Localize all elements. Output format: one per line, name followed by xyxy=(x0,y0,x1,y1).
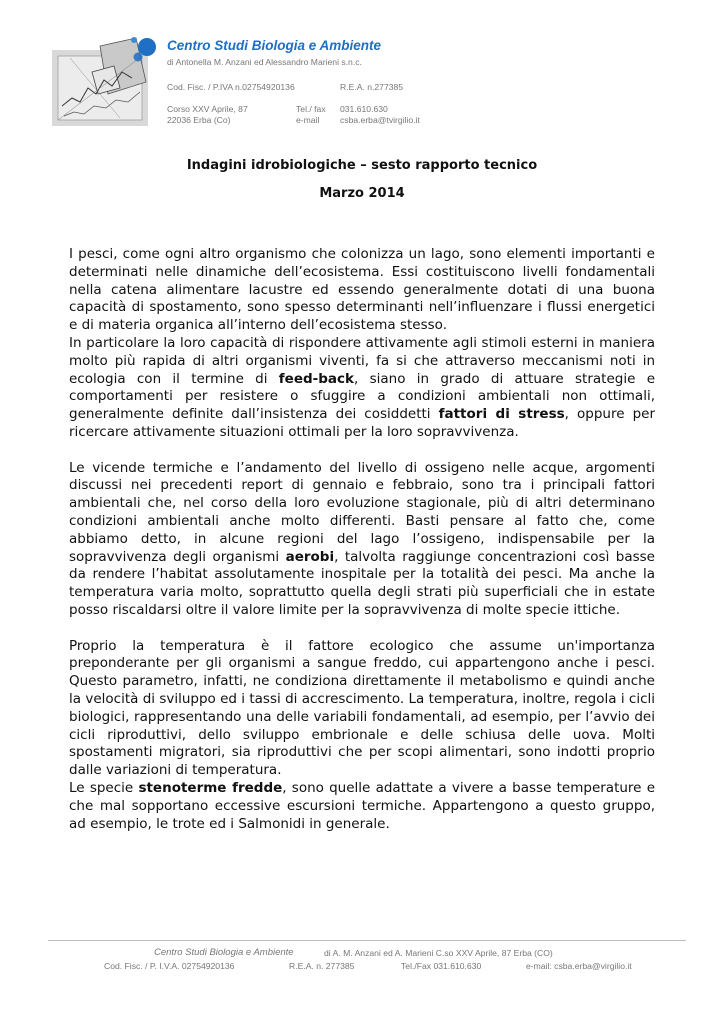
header-email-value: csba.erba@tvirgilio.it xyxy=(340,115,420,125)
footer-tel: Tel./Fax 031.610.630 xyxy=(401,961,482,971)
body-text xyxy=(69,246,655,833)
org-subtitle: di Antonella M. Anzani ed Alessandro Marieni s.n.c. xyxy=(167,57,362,67)
footer-divider xyxy=(48,940,686,941)
header-rea: R.E.A. n.277385 xyxy=(340,82,404,92)
footer-rea: R.E.A. n. 277385 xyxy=(289,961,355,971)
term-fattori-di-stress: fattori di stress xyxy=(438,406,565,423)
footer-org-name: Centro Studi Biologia e Ambiente xyxy=(154,947,294,958)
header-tel-value: 031.610.630 xyxy=(340,104,388,114)
header-cod-fisc: Cod. Fisc. / P.IVA n.02754920136 xyxy=(167,82,295,92)
header-address-line2: 22036 Erba (Co) xyxy=(167,115,231,125)
paragraph-5: Le specie stenoterme fredde, sono quelle adattate a vivere a basse temperature e che mal sopportano eccessive escursioni termiche. Appartengono a questo gruppo, ad esempio, le trote ed i Salmonidi in generale. xyxy=(69,779,656,832)
term-feed-back: feed-back xyxy=(278,370,355,387)
paragraph-1: I pesci, come ogni altro organismo che colonizza un lago, sono elementi importanti e determinati nelle dinamiche dell’ecosistema. Essi costituiscono livelli fondamentali nella catena alimentare lacustre ed essendo generalmente dotati di una buona capacità di spostamento, sono spesso determinanti nell’influenzare i flussi energetici e di materia organica all’interno dell’ecosistema stesso. xyxy=(69,246,655,334)
footer-email: e-mail: csba.erba@virgilio.it xyxy=(526,961,632,971)
header-tel-label: Tel./ fax xyxy=(296,104,326,114)
document-title: Indagini idrobiologiche – sesto rapporto tecnico xyxy=(186,158,538,173)
footer-cod-fisc: Cod. Fisc. / P. I.V.A. 02754920136 xyxy=(104,961,235,971)
header-address-line1: Corso XXV Aprile, 87 xyxy=(167,104,248,114)
term-stenoterme-fredde: stenoterme fredde xyxy=(138,779,283,796)
org-name: Centro Studi Biologia e Ambiente xyxy=(167,38,382,53)
paragraph-4: Proprio la temperatura è il fattore ecologico che assume un'importanza preponderante per gli organismi a sangue freddo, cui appartengono anche i pesci. Questo parametro, infatti, ne condiziona direttamente il metabolismo e quindi anche la velocità di sviluppo ed i tassi di accrescimento. La temperatura, inoltre, regola i cicli biologici, rappresentando una delle variabili fondamentali, ad esempio, per l’avvio dei cicli riproduttivi, dello sviluppo embrionale e delle schiusa delle uova. Molti spostamenti migratori, sia riproduttivi che per scopi alimentari, sono indotti proprio dalle variazioni di temperatura. xyxy=(69,637,655,779)
header-email-label: e-mail xyxy=(296,115,320,125)
paragraph-3: Le vicende termiche e l’andamento del livello di ossigeno nelle acque, argomenti discussi nei precedenti report di gennaio e febbraio, sono tra i principali fattori ambientali che, nel corso della loro evoluzione stagionale, più di altri determinano condizioni ambientali anche molto differenti. Basti pensare al fatto che, come abbiamo detto, in alcune regioni del lago l’ossigeno, indispensabile per la sopravvivenza degli organismi aerobi, talvolta raggiunge concentrazioni così basse da rendere l’habitat assolutamente inospitale per la totalità dei pesci. Ma anche la temperatura varia molto, soprattutto quella degli strati più superficiali che in estate posso riscaldarsi oltre il valore limite per la sopravvivenza di molte specie ittiche. xyxy=(69,459,655,618)
term-aerobi: aerobi xyxy=(285,548,335,565)
paragraph-2: In particolare la loro capacità di rispondere attivamente agli stimoli esterni in maniera molto più rapida di altri organismi viventi, fa si che attraverso meccanismi noti in ecologia con il termine di feed-back, siano in grado di attuare strategie e comportamenti per resistere o sfuggire a condizioni ambientali non ottimali, generalmente definite dall’insistenza dei cosiddetti fattori di stress, oppure per ricercare attivamente situazioni ottimali per la loro sopravvivenza. xyxy=(69,334,656,440)
document-date: Marzo 2014 xyxy=(319,186,405,201)
footer-org-detail: di A. M. Anzani ed A. Marieni C.so XXV Aprile, 87 Erba (CO) xyxy=(324,948,553,958)
